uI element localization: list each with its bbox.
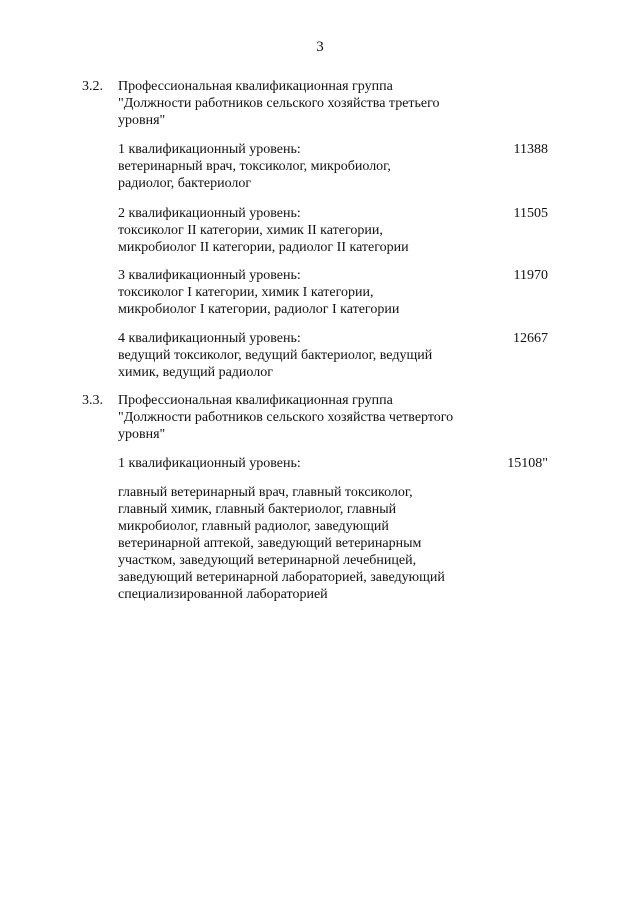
level-text: 4 квалификационный уровень: ведущий токсиколог, ведущий бактериолог, ведущий химик, ведущий радиолог (118, 331, 433, 380)
level-amount: 12667 (513, 331, 548, 346)
level-amount: 11388 (513, 142, 548, 157)
level-text: 2 квалификационный уровень: токсиколог II категории, химик II категории, микробиолог II категории, радиолог II категории (118, 206, 409, 255)
section-number: 3.3. (82, 393, 103, 408)
section-title: Профессиональная квалификационная группа "Должности работников сельского хозяйства третьего уровня" (118, 79, 440, 128)
level-text: 1 квалификационный уровень: ветеринарный врач, токсиколог, микробиолог, радиолог, бактериолог (118, 142, 391, 191)
level-amount: 11970 (513, 268, 548, 283)
section-number: 3.2. (82, 79, 103, 94)
qualification-level (118, 205, 548, 256)
level-amount: 11505 (513, 206, 548, 221)
qualification-level (118, 267, 548, 318)
level-text: 1 квалификационный уровень: (118, 456, 301, 471)
level-amount: 15108" (507, 456, 548, 471)
qualification-level (118, 455, 548, 472)
qualification-level (118, 141, 548, 192)
qualification-level (118, 330, 548, 381)
page-number: 3 (316, 39, 324, 55)
level-text: 3 квалификационный уровень: токсиколог I категории, химик I категории, микробиолог I категории, радиолог I категории (118, 268, 400, 317)
section-title: Профессиональная квалификационная группа "Должности работников сельского хозяйства четвертого уровня" (118, 393, 454, 442)
level-description: главный ветеринарный врач, главный токсиколог, главный химик, главный бактериолог, главный микробиолог, главный радиолог, заведующий ветеринарной аптекой, заведующий ветеринарным участком, заведующий ветеринарной лечебницей, заведующий ветеринарной лабораторией, заведующий специализированной лабораторией (118, 485, 445, 602)
